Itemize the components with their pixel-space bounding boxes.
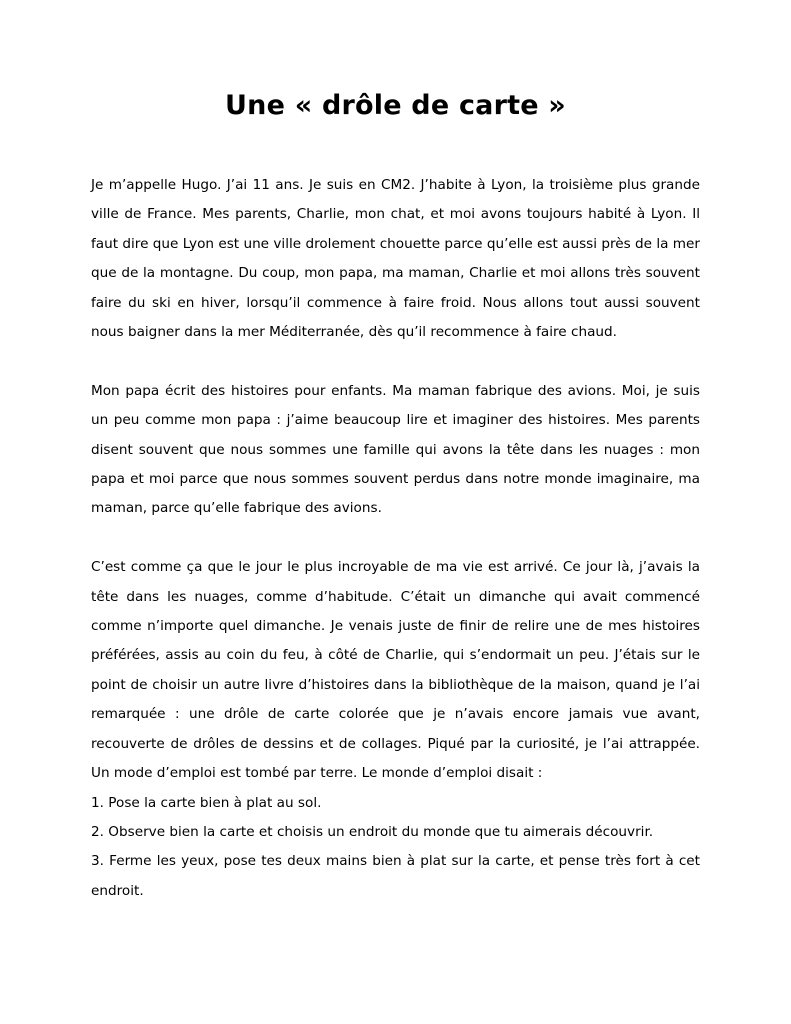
- instruction-step: 3. Ferme les yeux, pose tes deux mains bien à plat sur la carte, et pense très fort à cet endroit.: [91, 853, 700, 899]
- instruction-step: 2. Observe bien la carte et choisis un endroit du monde que tu aimerais découvrir.: [91, 823, 654, 840]
- instruction-step: 1. Pose la carte bien à plat au sol.: [91, 794, 322, 811]
- paragraph-map-discovery: C’est comme ça que le jour le plus incroyable de ma vie est arrivé. Ce jour là, j’avais la tête dans les nuages, comme d’habitude. C’était un dimanche qui avait commencé comme n’importe quel dimanche. Je venais juste de finir de relire une de mes histoires préférées, assis au coin du feu, à côté de Charlie, qui s’endormait un peu. J’étais sur le point de choisir un autre livre d’histoires dans la bibliothèque de la maison, quand je l’ai remarquée : une drôle de carte colorée que je n’avais encore jamais vue avant, recouverte de drôles de dessins et de collages. Piqué par la curiosité, je l’ai attrappée. Un mode d’emploi est tombé par terre. Le monde d’emploi disait :: [91, 559, 700, 782]
- instructions-list: [91, 789, 700, 907]
- document-body: [91, 171, 700, 906]
- page-title: Une « drôle de carte »: [225, 90, 566, 121]
- paragraph-parents: Mon papa écrit des histoires pour enfants. Ma maman fabrique des avions. Moi, je suis un peu comme mon papa : j’aime beaucoup lire et imaginer des histoires. Mes parents disent souvent que nous sommes une famille qui avons la tête dans les nuages : mon papa et moi parce que nous sommes souvent perdus dans notre monde imaginaire, ma maman, parce qu’elle fabrique des avions.: [91, 382, 700, 517]
- paragraph-intro: Je m’appelle Hugo. J’ai 11 ans. Je suis en CM2. J’habite à Lyon, la troisième plus grande ville de France. Mes parents, Charlie, mon chat, et moi avons toujours habité à Lyon. Il faut dire que Lyon est une ville drolement chouette parce qu’elle est aussi près de la mer que de la montagne. Du coup, mon papa, ma maman, Charlie et moi allons très souvent faire du ski en hiver, lorsqu’il commence à faire froid. Nous allons tout aussi souvent nous baigner dans la mer Méditerranée, dès qu’il recommence à faire chaud.: [91, 177, 700, 341]
